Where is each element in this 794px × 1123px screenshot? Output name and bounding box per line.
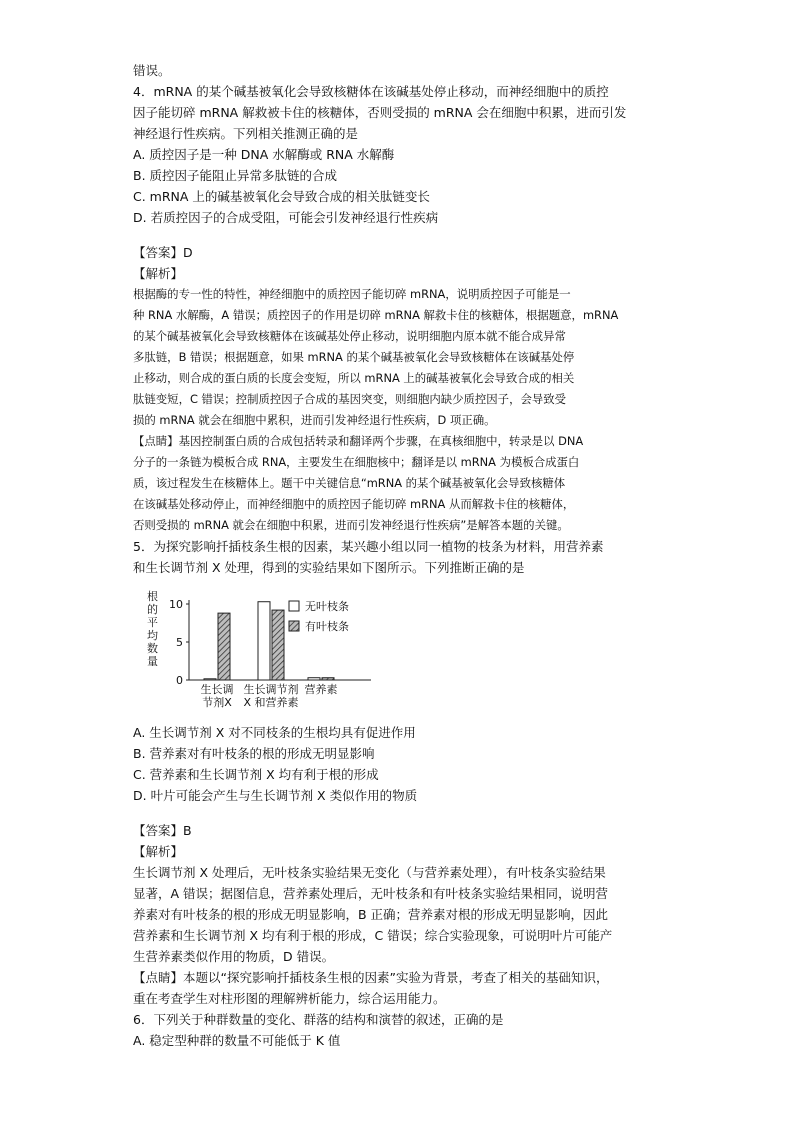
bar-no-leaf — [258, 602, 270, 680]
analysis-line: 种 RNA 水解酶，A 错误；质控因子的作用是切碎 mRNA 解救卡住的核糖体，根据题意，mRNA — [133, 308, 619, 322]
bar-chart — [139, 584, 429, 716]
x-category-label: 生长调 — [200, 683, 234, 696]
analysis-line: 损的 mRNA 就会在细胞中累积，进而引发神经退行性疾病，D 项正确。 — [133, 413, 496, 427]
analysis-line: 多肽链，B 错误；根据题意，如果 mRNA 的某个碱基被氧化会导致核糖体在该碱基处停 — [133, 350, 575, 364]
legend-swatch — [289, 601, 299, 611]
legend-label: 无叶枝条 — [305, 600, 349, 613]
legend-label: 有叶枝条 — [305, 620, 349, 633]
bar-no-leaf — [204, 679, 216, 680]
analysis-line: 生长调节剂 X 处理后，无叶枝条实验结果无变化（与营养素处理），有叶枝条实验结果 — [133, 865, 606, 880]
analysis-line: 根据酶的专一性的特性，神经细胞中的质控因子能切碎 mRNA，说明质控因子可能是一 — [133, 287, 571, 301]
y-axis-label — [147, 589, 158, 668]
question-4-option-d: D. 若质控因子的合成受阻，可能会引发神经退行性疾病 — [133, 210, 439, 225]
bar-no-leaf — [308, 678, 320, 680]
analysis-line: 的某个碱基被氧化会导致核糖体在该碱基处停止移动，说明细胞内原本就不能合成异常 — [133, 329, 566, 343]
question-5-option-c: C. 营养素和生长调节剂 X 均有利于根的形成 — [133, 767, 379, 782]
previous-answer-tail: 错误。 — [133, 63, 171, 78]
y-tick-label: 10 — [169, 598, 183, 611]
question-6 — [133, 1009, 665, 1051]
question-5 — [133, 536, 665, 578]
legend-swatch — [289, 621, 299, 631]
analysis-line: 生营养素类似作用的物质，D 错误。 — [133, 949, 335, 964]
analysis-label: 【解析】 — [133, 266, 184, 281]
question-4-line: 因子能切碎 mRNA 解救被卡住的核糖体，否则受损的 mRNA 会在细胞中积累，进而引发 — [133, 105, 627, 120]
question-5-line: 和生长调节剂 X 处理，得到的实验结果如下图所示。下列推断正确的是 — [133, 560, 525, 575]
x-category-label: X 和营养素 — [243, 696, 299, 709]
comment-line: 在该碱基处移动停止，而神经细胞中的质控因子能切碎 mRNA 从而解救卡住的核糖体， — [133, 497, 575, 511]
question-4 — [133, 81, 665, 228]
question-4-option-a: A. 质控因子是一种 DNA 水解酶或 RNA 水解酶 — [133, 147, 395, 162]
bar-with-leaf — [322, 678, 334, 680]
question-6-line: 6．下列关于种群数量的变化、群落的结构和演替的叙述，正确的是 — [133, 1012, 504, 1027]
answer-label: 【答案】B — [133, 823, 192, 838]
bar-with-leaf — [272, 610, 284, 680]
document-body — [133, 60, 665, 1051]
analysis-line: 营养素和生长调节剂 X 均有利于根的形成，C 错误；综合实验现象，可说明叶片可能产 — [133, 928, 613, 943]
question-6-option-a: A. 稳定型种群的数量不可能低于 K 值 — [133, 1033, 341, 1048]
y-axis-label-char: 数 — [147, 642, 158, 655]
question-4-option-c: C. mRNA 上的碱基被氧化会导致合成的相关肽链变长 — [133, 189, 430, 204]
analysis-line: 止移动，则合成的蛋白质的长度会变短，所以 mRNA 上的碱基被氧化会导致合成的相关 — [133, 371, 575, 385]
y-axis-label-char: 平 — [147, 616, 158, 629]
question-4-line: 神经退行性疾病。下列相关推测正确的是 — [133, 126, 359, 141]
analysis-label: 【解析】 — [133, 844, 184, 859]
analysis-line: 养素对有叶枝条的根的形成无明显影响，B 正确；营养素对根的形成无明显影响，因此 — [133, 907, 609, 922]
question-5-options — [133, 722, 665, 806]
y-axis-label-char: 量 — [147, 655, 158, 668]
x-category-label: 生长调节剂 — [243, 683, 299, 696]
answer-label: 【答案】D — [133, 245, 193, 260]
question-5-option-a: A. 生长调节剂 X 对不同枝条的生根均具有促进作用 — [133, 725, 416, 740]
comment-line: 重在考查学生对柱形图的理解辨析能力，综合运用能力。 — [133, 991, 446, 1006]
question-4-option-b: B. 质控因子能阻止异常多肽链的合成 — [133, 168, 338, 183]
y-tick-label: 0 — [176, 674, 183, 687]
comment-line: 分子的一条链为模板合成 RNA，主要发生在细胞核中；翻译是以 mRNA 为模板合成蛋白 — [133, 455, 580, 469]
y-tick-label: 5 — [176, 636, 183, 649]
question-5-solution — [133, 820, 665, 1009]
comment-line: 否则受损的 mRNA 就会在细胞中积累，进而引发神经退行性疾病”是解答本题的关键。 — [133, 518, 569, 532]
question-5-line: 5．为探究影响扦插枝条生根的因素，某兴趣小组以同一植物的枝条为材料，用营养素 — [133, 539, 604, 554]
comment-line: 【点睛】本题以“探究影响扦插枝条生根的因素”实验为背景，考查了相关的基础知识， — [133, 970, 609, 985]
y-axis-label-char: 的 — [147, 603, 158, 616]
bar-with-leaf — [218, 613, 230, 680]
comment-line: 质，该过程发生在核糖体上。题干中关键信息“mRNA 的某个碱基被氧化会导致核糖体 — [133, 476, 566, 490]
x-category-label: 营养素 — [304, 683, 338, 696]
bar-chart-figure — [139, 584, 429, 716]
analysis-line: 肽链变短，C 错误；控制质控因子合成的基因突变，则细胞内缺少质控因子，会导致受 — [133, 392, 567, 406]
question-5-option-d: D. 叶片可能会产生与生长调节剂 X 类似作用的物质 — [133, 788, 418, 803]
x-category-label: 节剂X — [202, 696, 232, 709]
y-axis-label-char: 根 — [147, 590, 158, 603]
y-axis-label-char: 均 — [147, 629, 158, 642]
comment-line: 【点睛】基因控制蛋白质的合成包括转录和翻译两个步骤，在真核细胞中，转录是以 DNA — [133, 434, 584, 448]
question-5-option-b: B. 营养素对有叶枝条的根的形成无明显影响 — [133, 746, 375, 761]
analysis-line: 显著，A 错误；据图信息，营养素处理后，无叶枝条和有叶枝条实验结果相同，说明营 — [133, 886, 609, 901]
question-4-line: 4．mRNA 的某个碱基被氧化会导致核糖体在该碱基处停止移动，而神经细胞中的质控 — [133, 84, 609, 99]
question-4-solution — [133, 242, 665, 536]
